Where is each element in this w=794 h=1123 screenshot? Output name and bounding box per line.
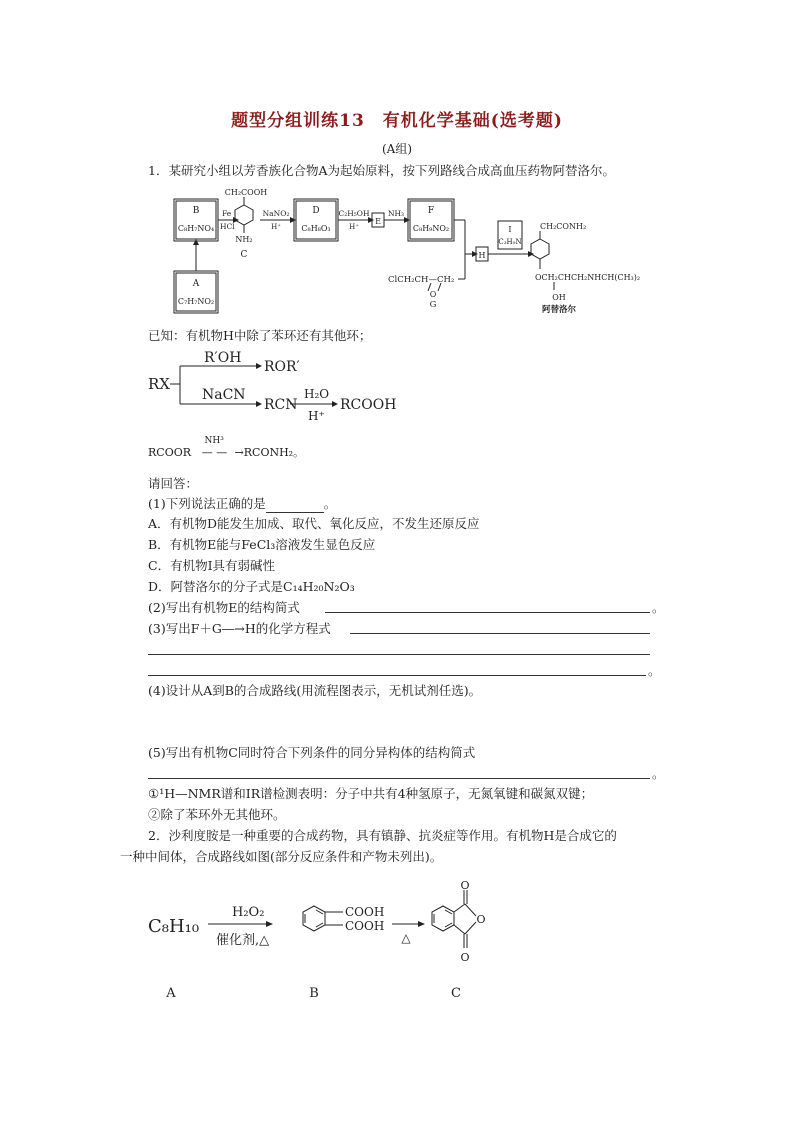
known-nacn: NaCN [202,387,246,403]
product-oh: OH [552,293,566,302]
compound-G-label: G [429,300,437,310]
q2-reagent-catalyst: 催化剂,△ [216,933,270,948]
q2-label-B: B [309,986,319,1001]
q2-compound-A-formula: C₈H₁₀ [148,916,200,937]
q1-known-reactions [148,346,418,428]
q2-label-A: A [166,986,176,1001]
q2-reagent-h2o2: H₂O₂ [232,905,265,920]
reagent-fe: Fe [222,209,232,218]
q2-compound-B-cooh-1: COOH [345,905,385,919]
product-substituent: CH₂CONH₂ [540,222,587,231]
q1-part1-blank[interactable] [266,498,324,513]
q2-synthesis-scheme [140,872,520,1004]
compound-C-nh2: NH₂ [235,235,253,244]
ester-reaction [148,436,305,462]
product-side-chain: OCH₂CHCH₂NHCH(CH₃)₂ [535,273,641,282]
q1-condition-1: ①¹H—NMR谱和IR谱检测表明：分子中共有4种氢原子，无氮氧键和碳氮双键； [148,786,594,801]
q2-stem-line-1: 2．沙利度胺是一种重要的合成药物，具有镇静、抗炎症等作用。有机物H是合成它的 [148,828,617,843]
compound-C-label: C [240,250,248,260]
q1-condition-2: ②除了苯环外无其他环。 [148,807,286,822]
compound-F-label: F [427,206,435,216]
q1-part3-end: 。 [648,663,661,678]
compound-C-substituent: CH₂COOH [224,188,268,197]
q1-known-intro: 已知：有机物H中除了苯环还有其他环； [148,328,372,343]
q1-part3-blank-3[interactable] [148,675,646,676]
known-h2o: H₂O [304,387,330,401]
reagent-c2h5oh: C₂H₅OH [338,209,370,218]
q1-part5-blank[interactable] [148,778,650,779]
compound-G-formula: ClCH₂CH—CH₂ [388,275,455,285]
q2-compound-C-o-ring: O [476,913,486,926]
q1-part5-end: 。 [652,766,665,781]
q1-part1-end: 。 [323,496,337,511]
group-label: (A组) [381,142,413,156]
q1-part2: (2)写出有机物E的结构简式 [148,600,300,615]
compound-I-formula: C₃H₉N [498,238,522,246]
compound-A-formula: C₇H₇NO₂ [177,297,215,306]
q1-part2-end: 。 [652,600,665,615]
known-hplus: H⁺ [308,409,325,423]
reagent-nano2: NaNO₂ [262,209,290,218]
q1-synthesis-scheme [160,183,660,320]
page-title: 题型分组训练13 有机化学基础(选考题) [231,111,563,131]
q1-option-a: A．有机物D能发生加成、取代、氧化反应，不发生还原反应 [148,516,480,531]
q1-part4: (4)设计从A到B的合成路线(用流程图表示，无机试剂任选)。 [148,683,482,698]
known-rx: RX [148,375,170,393]
compound-B-label: B [192,206,200,216]
known-rcn: RCN [264,397,298,413]
compound-H-label: H [478,251,486,260]
q1-option-c: C．有机物I具有弱碱性 [148,558,276,573]
q1-part1-text: (1)下列说法正确的是 [148,496,266,511]
compound-B-formula: C₈H₇NO₄ [177,224,215,233]
ester-right: →RCONH₂。 [234,446,305,459]
q1-part1 [148,494,336,513]
compound-A-label: A [192,279,200,289]
q1-option-d: D．阿替洛尔的分子式是C₁₄H₂₀N₂O₃ [148,579,355,594]
compound-I-label: I [508,225,512,234]
q2-reagent-heat: △ [401,931,411,945]
q1-part3-blank-1[interactable] [350,633,650,634]
q2-compound-C-o-bottom: O [460,951,470,964]
reagent-nh3: NH₃ [387,209,405,218]
reagent-hplus-1: H⁺ [271,223,281,231]
compound-D-formula: C₈H₈O₃ [301,224,331,233]
ester-arrow: NH³ — — [195,443,235,462]
compound-G-oxygen: O [429,290,437,299]
product-name: 阿替洛尔 [541,305,577,315]
q1-ask: 请回答： [148,476,199,491]
q1-part3-blank-2[interactable] [148,654,650,655]
q2-label-C: C [451,986,461,1001]
known-rcooh: RCOOH [340,397,397,413]
reagent-hplus-2: H⁺ [349,223,359,231]
known-roh: R′OH [204,350,242,366]
reagent-hcl: HCl [220,222,235,231]
q1-part2-blank[interactable] [325,612,650,613]
q2-compound-B-cooh-2: COOH [345,919,385,933]
q1-stem: 1．某研究小组以芳香族化合物A为起始原料，按下列路线合成高血压药物阿替洛尔。 [148,163,615,178]
q1-part3: (3)写出F＋G―→H的化学方程式 [148,621,331,636]
q1-option-b: B．有机物E能与FeCl₃溶液发生显色反应 [148,537,376,552]
compound-F-formula: C₈H₉NO₂ [412,224,450,233]
q2-compound-C-o-top: O [460,879,470,892]
compound-E-label: E [375,217,381,226]
q2-stem-line-2: 一种中间体，合成路线如图(部分反应条件和产物未列出)。 [120,849,443,864]
ester-reagent: NH³ [204,436,224,446]
compound-D-label: D [312,206,320,216]
known-ror: ROR′ [264,359,300,375]
ester-left: RCOOR [148,446,192,459]
q1-part5: (5)写出有机物C同时符合下列条件的同分异构体的结构简式 [148,745,476,760]
